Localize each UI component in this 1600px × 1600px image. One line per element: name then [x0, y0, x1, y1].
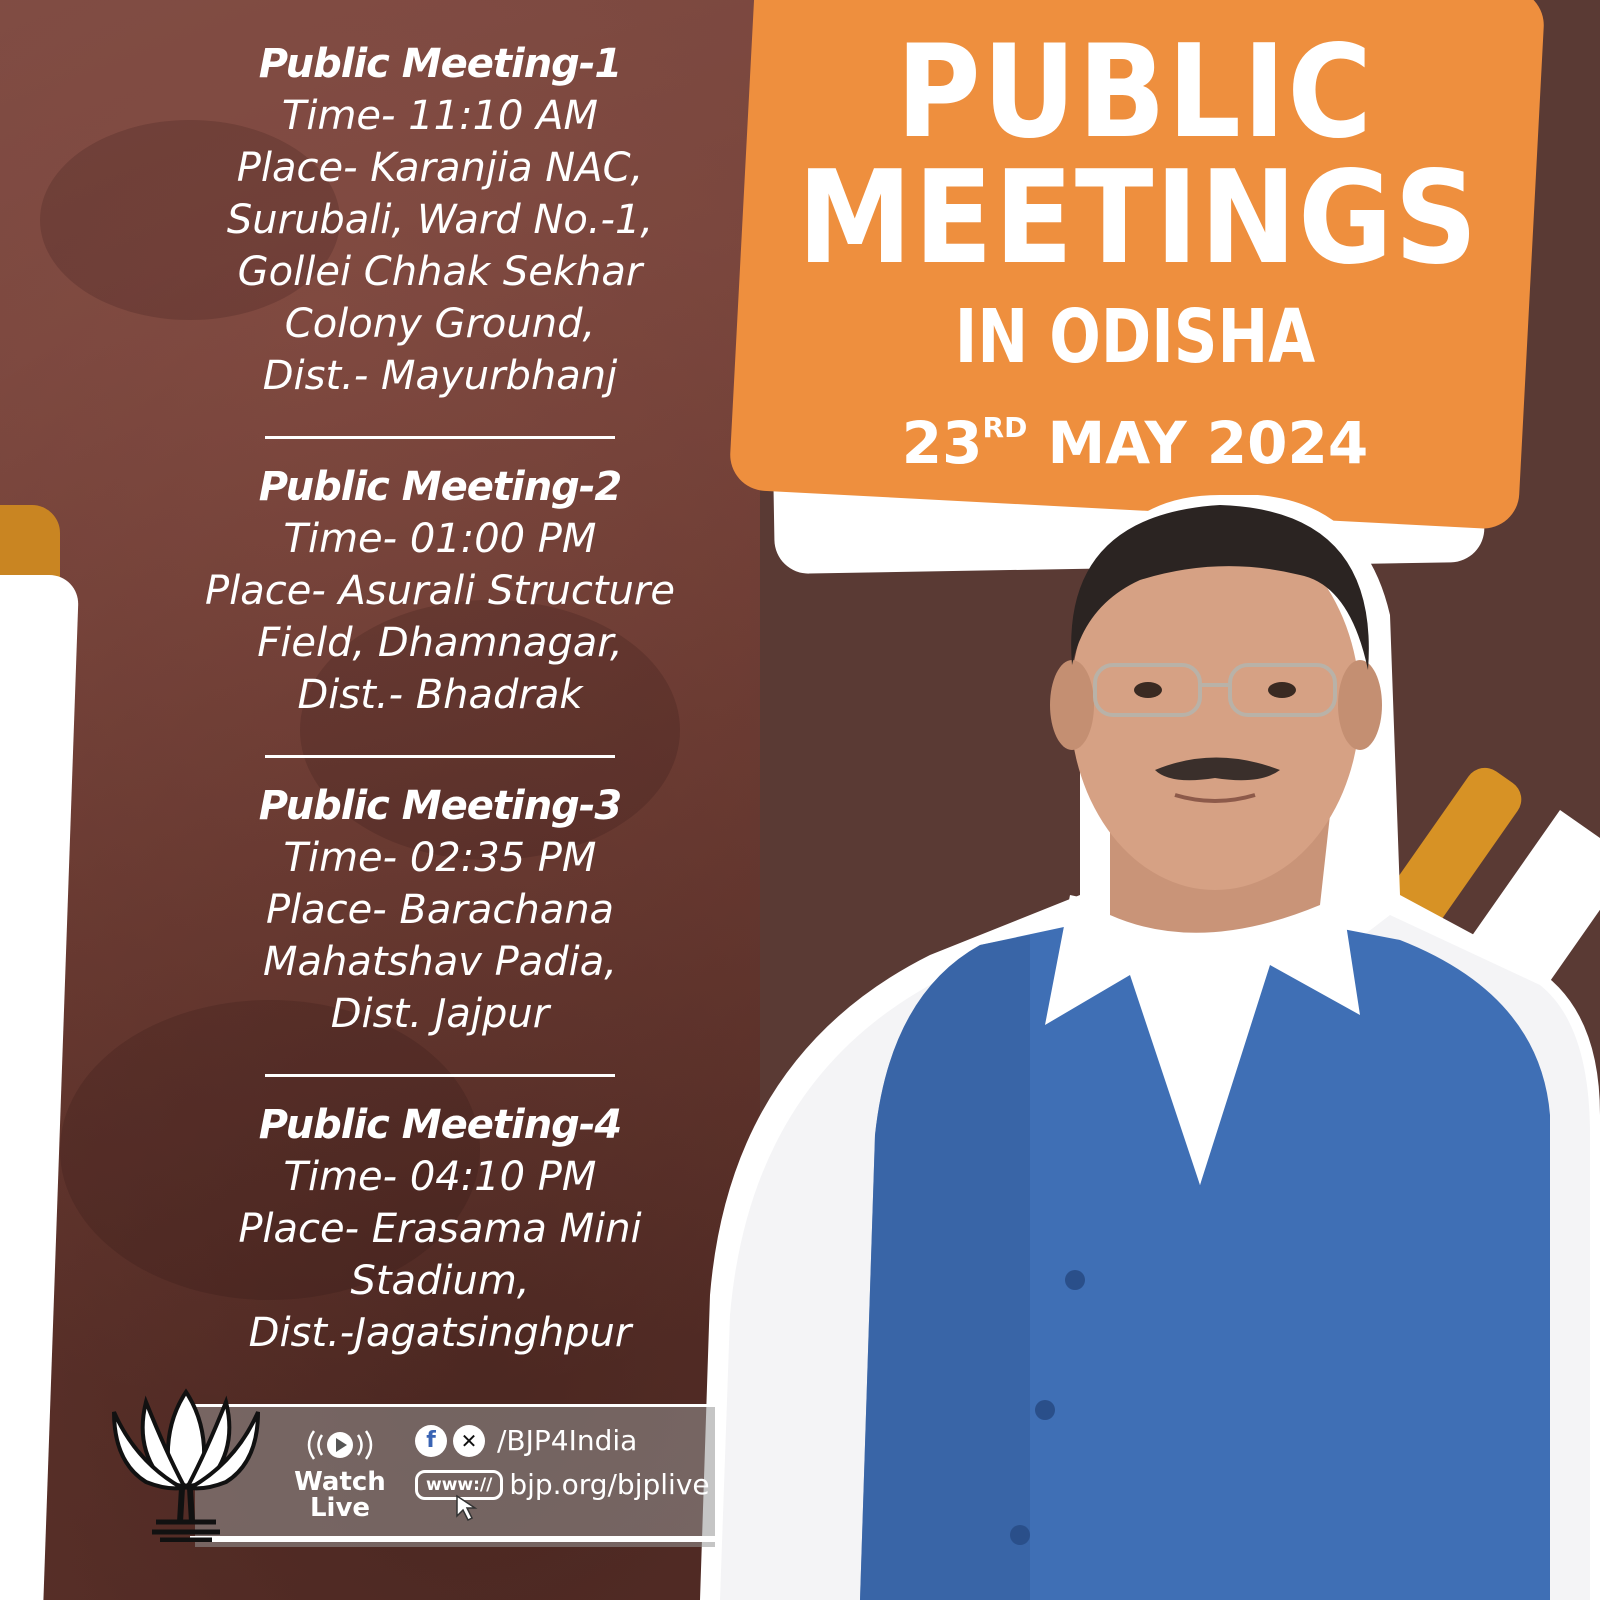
meeting-list — [160, 38, 720, 1359]
date-suffix: RD — [982, 411, 1028, 444]
social-handle-row[interactable] — [415, 1424, 637, 1457]
header-date — [760, 388, 1510, 483]
meeting-place-line: Place- Asurali Structure — [205, 568, 675, 614]
meeting-time: Time- 11:10 AM — [281, 93, 599, 139]
meeting-title: Public Meeting-4 — [258, 1102, 622, 1148]
meeting-title: Public Meeting-3 — [258, 783, 622, 829]
live-label: Live — [309, 1493, 371, 1523]
live-broadcast-icon — [300, 1425, 380, 1465]
meeting-title: Public Meeting-1 — [258, 41, 622, 87]
meeting-place-line: Colony Ground, — [284, 301, 596, 347]
meeting-place-line: Mahatshav Padia, — [262, 939, 618, 985]
meeting-time: Time- 01:00 PM — [283, 516, 597, 562]
x-icon: ✕ — [453, 1425, 485, 1457]
vest-button — [1065, 1270, 1085, 1290]
header-title-line1: PUBLIC — [896, 18, 1374, 167]
meeting-item-2 — [160, 461, 720, 721]
date-month-year: MAY 2024 — [1047, 409, 1369, 477]
meeting-place-line: Field, Dhamnagar, — [257, 620, 623, 666]
meeting-time: Time- 04:10 PM — [283, 1154, 597, 1200]
left-white-shape — [0, 575, 79, 1600]
portrait-image — [700, 495, 1600, 1600]
social-handle: /BJP4India — [497, 1424, 638, 1457]
facebook-icon: f — [415, 1425, 447, 1457]
meeting-place-line: Place- Barachana — [265, 887, 615, 933]
meeting-place-line: Gollei Chhak Sekhar — [237, 249, 643, 295]
meeting-place-line: Place- Erasama Mini — [238, 1206, 642, 1252]
watch-label: Watch — [294, 1467, 386, 1497]
meeting-place-line: Stadium, — [350, 1258, 530, 1304]
web-url: bjp.org/bjplive — [509, 1468, 710, 1501]
meeting-title: Public Meeting-2 — [258, 464, 622, 510]
meeting-divider — [265, 436, 615, 439]
meeting-place-line: Place- Karanjia NAC, — [236, 145, 644, 191]
cursor-icon — [453, 1494, 483, 1524]
meeting-district: Dist.- Bhadrak — [297, 672, 583, 718]
meeting-district: Dist. Jajpur — [330, 991, 550, 1037]
meeting-place-line: Surubali, Ward No.-1, — [226, 197, 654, 243]
meeting-district: Dist.-Jagatsinghpur — [248, 1310, 632, 1356]
meeting-item-1 — [160, 38, 720, 402]
meeting-item-3 — [160, 780, 720, 1040]
meeting-district: Dist.- Mayurbhanj — [262, 353, 618, 399]
header-text-block — [760, 18, 1510, 483]
date-day: 23 — [901, 409, 983, 477]
meeting-item-4 — [160, 1099, 720, 1359]
meeting-time: Time- 02:35 PM — [283, 835, 597, 881]
meeting-divider — [265, 1074, 615, 1077]
vest-button — [1035, 1400, 1055, 1420]
bjp-lotus-logo-icon — [106, 1382, 266, 1542]
meeting-divider — [265, 755, 615, 758]
footer-underline — [190, 1536, 720, 1542]
website-link[interactable] — [415, 1468, 710, 1501]
vest-button — [1010, 1525, 1030, 1545]
web-badge: www:// — [415, 1470, 503, 1500]
watch-live-block[interactable] — [280, 1425, 400, 1521]
header-title-line2: MEETINGS — [797, 144, 1480, 293]
header-subtitle: IN ODISHA — [954, 294, 1316, 380]
